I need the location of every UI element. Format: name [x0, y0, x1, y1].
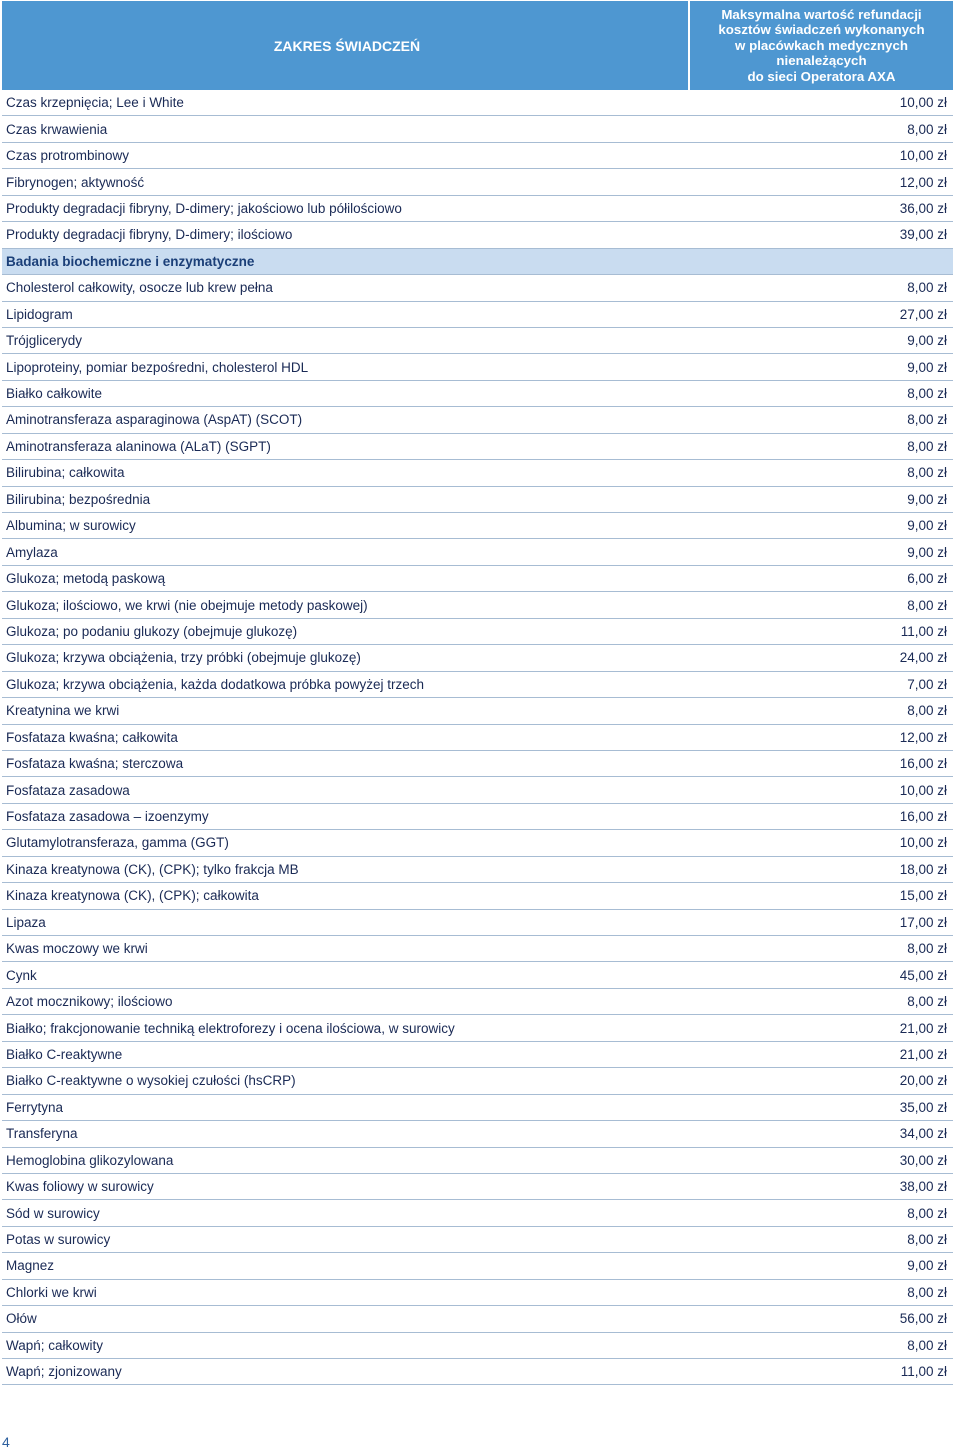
- table-row: [2, 302, 953, 328]
- table-row: [2, 910, 953, 936]
- table-row: [2, 222, 953, 248]
- service-name: Albumina; w surowicy: [6, 518, 136, 534]
- service-name: Bilirubina; całkowita: [6, 465, 125, 481]
- service-name: Produkty degradacji fibryny, D-dimery; jakościowo lub półilościowo: [6, 200, 402, 216]
- table-row: [2, 1042, 953, 1068]
- section-title: Badania biochemiczne i enzymatyczne: [6, 253, 255, 269]
- table-row: [2, 116, 953, 142]
- table-row: [2, 1227, 953, 1253]
- service-name: Potas w surowicy: [6, 1232, 111, 1248]
- table-row: [2, 1280, 953, 1306]
- refund-amount: 34,00 zł: [899, 1126, 947, 1142]
- refund-amount: 21,00 zł: [899, 1020, 947, 1036]
- service-name: Trójglicerydy: [6, 333, 83, 349]
- service-name: Fosfataza zasadowa: [6, 782, 130, 798]
- table-row: [2, 566, 953, 592]
- service-name: Kwas foliowy w surowicy: [6, 1179, 154, 1195]
- refund-amount: 10,00 zł: [899, 782, 947, 798]
- table-row: [2, 962, 953, 988]
- table-row: [2, 1015, 953, 1041]
- header-refund-line: do sieci Operatora AXA: [747, 68, 896, 84]
- service-name: Białko; frakcjonowanie techniką elektroforezy i ocena ilościowa, w surowicy: [6, 1020, 455, 1036]
- header-scope-title: ZAKRES ŚWIADCZEŃ: [273, 37, 421, 54]
- service-name: Kreatynina we krwi: [6, 703, 120, 719]
- service-name: Lipoproteiny, pomiar bezpośredni, cholesterol HDL: [6, 359, 309, 375]
- header-refund-line: w placówkach medycznych: [735, 37, 908, 53]
- table-row: [2, 354, 953, 380]
- service-name: Lipaza: [6, 914, 46, 930]
- refund-amount: 9,00 zł: [907, 1258, 947, 1274]
- refund-amount: 38,00 zł: [899, 1179, 947, 1195]
- service-name: Amylaza: [6, 544, 58, 560]
- table-row: [2, 1095, 953, 1121]
- table-row: [2, 1121, 953, 1147]
- refund-amount: 45,00 zł: [899, 967, 947, 983]
- refund-amount: 9,00 zł: [907, 491, 947, 507]
- table-row: [2, 698, 953, 724]
- table-row: [2, 434, 953, 460]
- refund-amount: 56,00 zł: [899, 1311, 947, 1327]
- table-row: [2, 751, 953, 777]
- refund-amount: 8,00 zł: [907, 280, 947, 296]
- service-name: Białko C-reaktywne: [6, 1046, 123, 1062]
- table-row: [2, 169, 953, 195]
- service-name: Czas protrombinowy: [6, 148, 130, 164]
- table-row: [2, 883, 953, 909]
- table-row: [2, 1359, 953, 1385]
- header-refund-line: Maksymalna wartość refundacji: [721, 6, 922, 22]
- refund-amount: 8,00 zł: [907, 703, 947, 719]
- refund-amount: 20,00 zł: [899, 1073, 947, 1089]
- service-name: Glukoza; metodą paskową: [6, 571, 166, 587]
- header-scope-cell: [2, 1, 688, 90]
- refund-amount: 10,00 zł: [899, 148, 947, 164]
- refund-amount: 16,00 zł: [899, 809, 947, 825]
- refund-amount: 8,00 zł: [907, 1232, 947, 1248]
- table-row: [2, 645, 953, 671]
- service-name: Glukoza; ilościowo, we krwi (nie obejmuje metody paskowej): [6, 597, 368, 613]
- table-row: [2, 777, 953, 803]
- table-row: [2, 1148, 953, 1174]
- refund-amount: 11,00 zł: [900, 623, 947, 639]
- refund-amount: 7,00 zł: [907, 676, 947, 692]
- table-body: [2, 90, 953, 1385]
- refund-amount: 17,00 zł: [899, 914, 947, 930]
- service-name: Fosfataza kwaśna; sterczowa: [6, 756, 184, 772]
- service-name: Bilirubina; bezpośrednia: [6, 491, 151, 507]
- refund-amount: 10,00 zł: [899, 95, 947, 111]
- header-refund-line: nienależących: [776, 53, 867, 69]
- table-row: [2, 1174, 953, 1200]
- service-name: Kinaza kreatynowa (CK), (CPK); tylko frakcja MB: [6, 861, 299, 877]
- refund-amount: 9,00 zł: [907, 544, 947, 560]
- refund-amount: 8,00 zł: [907, 994, 947, 1010]
- table-row: [2, 672, 953, 698]
- table-header: [2, 1, 953, 90]
- refund-amount: 8,00 zł: [907, 1205, 947, 1221]
- service-name: Transferyna: [6, 1126, 78, 1142]
- refund-amount: 18,00 zł: [899, 861, 947, 877]
- refund-amount: 12,00 zł: [899, 729, 947, 745]
- table-row: [2, 487, 953, 513]
- table-row: [2, 1200, 953, 1226]
- table-row: [2, 830, 953, 856]
- table-row: [2, 90, 953, 116]
- service-name: Kwas moczowy we krwi: [6, 941, 148, 957]
- refund-amount: 9,00 zł: [907, 359, 947, 375]
- service-name: Aminotransferaza asparaginowa (AspAT) (SCOT): [6, 412, 303, 428]
- table-row: [2, 592, 953, 618]
- service-name: Glukoza; krzywa obciążenia, trzy próbki (obejmuje glukozę): [6, 650, 361, 666]
- section-header-row: [2, 249, 953, 275]
- refund-amount: 9,00 zł: [907, 333, 947, 349]
- table-row: [2, 381, 953, 407]
- table-row: [2, 989, 953, 1015]
- service-name: Magnez: [6, 1258, 55, 1274]
- table-row: [2, 1333, 953, 1359]
- refund-amount: 8,00 zł: [907, 597, 947, 613]
- service-name: Produkty degradacji fibryny, D-dimery; ilościowo: [6, 227, 293, 243]
- refund-amount: 24,00 zł: [899, 650, 947, 666]
- table-row: [2, 539, 953, 565]
- refund-amount: 15,00 zł: [899, 888, 947, 904]
- service-name: Ołów: [6, 1311, 37, 1327]
- table-row: [2, 407, 953, 433]
- table-row: [2, 1253, 953, 1279]
- service-name: Białko całkowite: [6, 386, 103, 402]
- table-row: [2, 513, 953, 539]
- refund-amount: 8,00 zł: [907, 1337, 947, 1353]
- service-name: Glukoza; krzywa obciążenia, każda dodatkowa próbka powyżej trzech: [6, 676, 424, 692]
- service-name: Czas krzepnięcia; Lee i White: [6, 95, 184, 111]
- service-name: Sód w surowicy: [6, 1205, 100, 1221]
- table-row: [2, 275, 953, 301]
- service-name: Cholesterol całkowity, osocze lub krew pełna: [6, 280, 273, 296]
- price-table: [2, 1, 953, 1385]
- service-name: Azot mocznikowy; ilościowo: [6, 994, 173, 1010]
- refund-amount: 36,00 zł: [899, 200, 947, 216]
- refund-amount: 8,00 zł: [907, 438, 947, 454]
- service-name: Aminotransferaza alaninowa (ALaT) (SGPT): [6, 438, 271, 454]
- service-name: Kinaza kreatynowa (CK), (CPK); całkowita: [6, 888, 259, 904]
- table-row: [2, 196, 953, 222]
- table-row: [2, 1068, 953, 1094]
- service-name: Wapń; całkowity: [6, 1337, 104, 1353]
- table-row: [2, 328, 953, 354]
- table-row: [2, 857, 953, 883]
- page-number: 4: [2, 1434, 10, 1450]
- service-name: Czas krwawienia: [6, 121, 108, 137]
- refund-amount: 12,00 zł: [899, 174, 947, 190]
- service-name: Fibrynogen; aktywność: [6, 174, 145, 190]
- refund-amount: 10,00 zł: [899, 835, 947, 851]
- service-name: Lipidogram: [6, 306, 73, 322]
- service-name: Chlorki we krwi: [6, 1284, 97, 1300]
- service-name: Cynk: [6, 967, 37, 983]
- table-row: [2, 725, 953, 751]
- table-row: [2, 936, 953, 962]
- refund-amount: 39,00 zł: [899, 227, 947, 243]
- table-row: [2, 143, 953, 169]
- table-row: [2, 460, 953, 486]
- service-name: Glukoza; po podaniu glukozy (obejmuje glukozę): [6, 623, 298, 639]
- refund-amount: 11,00 zł: [900, 1364, 947, 1380]
- service-name: Hemoglobina glikozylowana: [6, 1152, 174, 1168]
- refund-amount: 30,00 zł: [899, 1152, 947, 1168]
- header-refund-line: kosztów świadczeń wykonanych: [718, 22, 925, 38]
- refund-amount: 8,00 zł: [907, 386, 947, 402]
- refund-amount: 16,00 zł: [899, 756, 947, 772]
- refund-amount: 9,00 zł: [907, 518, 947, 534]
- service-name: Białko C-reaktywne o wysokiej czułości (hsCRP): [6, 1073, 296, 1089]
- table-row: [2, 804, 953, 830]
- table-row: [2, 1306, 953, 1332]
- refund-amount: 27,00 zł: [899, 306, 947, 322]
- refund-amount: 35,00 zł: [899, 1099, 947, 1115]
- refund-amount: 8,00 zł: [907, 121, 947, 137]
- table-row: [2, 619, 953, 645]
- refund-amount: 6,00 zł: [907, 571, 947, 587]
- service-name: Glutamylotransferaza, gamma (GGT): [6, 835, 229, 851]
- refund-amount: 8,00 zł: [907, 465, 947, 481]
- service-name: Fosfataza kwaśna; całkowita: [6, 729, 178, 745]
- header-refund-cell: [690, 1, 953, 90]
- refund-amount: 8,00 zł: [907, 1284, 947, 1300]
- service-name: Fosfataza zasadowa – izoenzymy: [6, 809, 209, 825]
- service-name: Ferrytyna: [6, 1099, 64, 1115]
- refund-amount: 8,00 zł: [907, 412, 947, 428]
- refund-amount: 8,00 zł: [907, 941, 947, 957]
- service-name: Wapń; zjonizowany: [6, 1364, 122, 1380]
- refund-amount: 21,00 zł: [899, 1046, 947, 1062]
